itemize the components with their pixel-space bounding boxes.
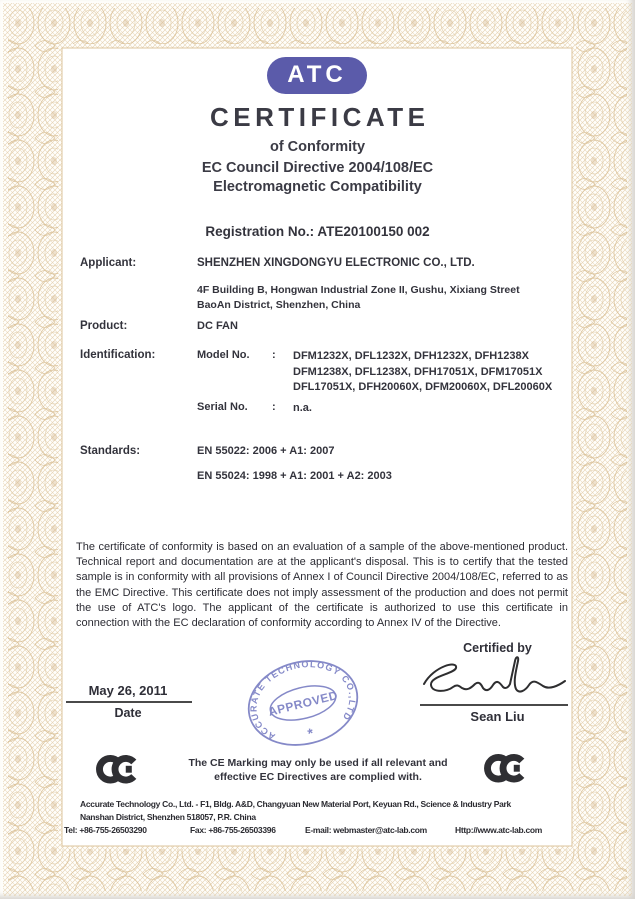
footer-address-line1: Accurate Technology Co., Ltd. - F1, Bldg. A&D, Changyuan New Material Port, Keyuan Rd., Science & Industry Park [80, 799, 511, 809]
model-line-2: DFM1238X, DFL1238X, DFH17051X, DFM17051X [293, 365, 543, 378]
registration-number: Registration No.: ATE20100150 002 [205, 224, 430, 239]
model-line-1: DFM1232X, DFL1232X, DFH1232X, DFH1238X [293, 350, 529, 362]
date-label: Date [114, 706, 142, 720]
footer-fax: Fax: +86-755-26503396 [190, 825, 276, 835]
standards-line1: EN 55022: 2006 + A1: 2007 [197, 445, 335, 457]
applicant-name: SHENZHEN XINGDONGYU ELECTRONIC CO., LTD. [197, 257, 475, 269]
compatibility-line: Electromagnetic Compatibility [213, 179, 422, 195]
signature-line [420, 704, 568, 706]
stamp-ring-text: ACCURATE TECHNOLOGY CO.,LTD [248, 659, 358, 742]
approved-stamp [218, 636, 388, 771]
serial-colon: : [272, 401, 276, 413]
signature [416, 652, 572, 704]
applicant-address-line1: 4F Building B, Hongwan Industrial Zone II, Gushu, Xixiang Street [197, 284, 520, 296]
directive-line: EC Council Directive 2004/108/EC [201, 160, 434, 176]
ce-mark-icon-left [96, 755, 140, 784]
applicant-address-line2: BaoAn District, Shenzhen, China [197, 299, 361, 311]
standards-line2: EN 55024: 1998 + A1: 2001 + A2: 2003 [197, 470, 392, 482]
footer-tel: Tel: +86-755-26503290 [64, 825, 147, 835]
product-label: Product: [80, 320, 128, 332]
ce-note-line1: The CE Marking may only be used if all relevant and [188, 757, 448, 769]
product-value: DC FAN [197, 320, 238, 332]
stamp-asterisk: * [305, 724, 316, 742]
footer-website: Http://www.atc-lab.com [455, 825, 543, 835]
serial-label: Serial No. [197, 401, 248, 413]
subtitle: of Conformity [269, 139, 366, 155]
page-title: CERTIFICATE [210, 102, 430, 132]
atc-logo: ATC [267, 57, 367, 94]
conformity-statement: The certificate of conformity is based on an evaluation of a sample of the above-mentioned product. Technical report and documentation are at the applicant's disposal. This is to certify that the tested sample is in conformity with all provisions of Annex I of Council Directive 2004/108/EC, referred to as the EMC Directive. This certificate does not imply assessment of the production and does not permit the use of ATC's logo. The applicant of the certificate is authorized to use this certificate in connection with the EC declaration of conformity according to Annex IV of the Directive. [76, 541, 568, 630]
serial-value: n.a. [293, 402, 312, 414]
footer-email: E-mail: webmaster@atc-lab.com [305, 825, 427, 835]
identification-label: Identification: [80, 349, 156, 361]
ce-note-line2: effective EC Directives are complied with. [214, 771, 422, 783]
standards-label: Standards: [80, 445, 141, 457]
date-line [66, 701, 192, 703]
model-colon: : [272, 349, 276, 361]
applicant-label: Applicant: [80, 257, 137, 269]
signer-name: Sean Liu [470, 709, 525, 724]
footer-address-line2: Nanshan District, Shenzhen 518057, P.R. China [80, 812, 256, 822]
date-value: May 26, 2011 [88, 683, 168, 698]
model-numbers [293, 349, 552, 396]
model-line-3: DFL17051X, DFH20060X, DFM20060X, DFL20060X [293, 381, 553, 393]
model-label: Model No. [197, 349, 250, 361]
stamp-center-text: APPROVED [266, 688, 340, 719]
certified-by-label: Certified by [463, 641, 532, 655]
